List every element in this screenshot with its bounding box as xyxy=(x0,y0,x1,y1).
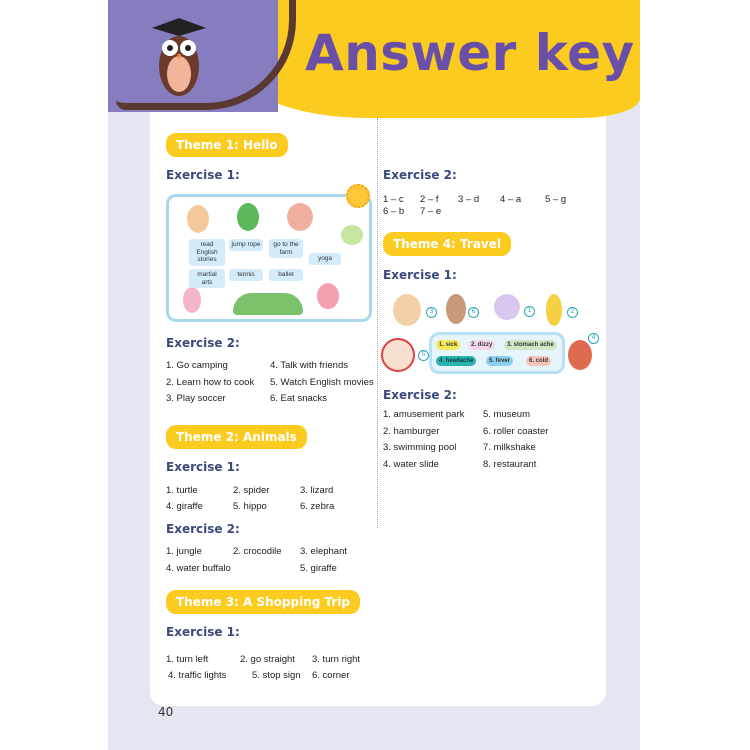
label-yoga: yoga xyxy=(309,253,341,265)
page-title: Answer key xyxy=(305,24,635,82)
dizzy-girl-image xyxy=(546,294,562,326)
page-number: 40 xyxy=(158,705,174,719)
column-divider xyxy=(377,118,378,528)
yoga-woman-image xyxy=(287,203,313,231)
answer-item: 4. Talk with friends xyxy=(270,360,348,371)
exercise-heading: Exercise 2: xyxy=(383,168,457,182)
theme-1-badge: Theme 1: Hello xyxy=(166,133,288,157)
pill-sick: 1. sick xyxy=(436,340,460,350)
answer-item: 5. museum xyxy=(483,409,530,420)
exercise-heading: Exercise 2: xyxy=(166,336,240,350)
exercise-heading: Exercise 1: xyxy=(166,625,240,639)
sun-icon xyxy=(346,184,370,208)
answer-item: 4. giraffe xyxy=(166,501,203,512)
answer-item: 6. roller coaster xyxy=(483,426,549,437)
pill-cold: 6. cold xyxy=(526,356,551,366)
exercise-heading: Exercise 2: xyxy=(166,522,240,536)
owl-mascot-icon xyxy=(150,14,208,100)
answer-item: 6 – b xyxy=(383,206,405,217)
exercise-heading: Exercise 1: xyxy=(383,268,457,282)
cold-woman-image xyxy=(446,294,466,324)
answer-item: 2. Learn how to cook xyxy=(166,377,255,388)
answer-item: 2. crocodile xyxy=(233,546,282,557)
farm-image xyxy=(233,293,303,315)
tennis-kids-image xyxy=(341,225,363,245)
answer-item: 4. water slide xyxy=(383,459,439,470)
label-read-english-stories: read English stories xyxy=(189,239,225,266)
answer-item: 1. turtle xyxy=(166,485,198,496)
label-tennis: tennis xyxy=(229,269,263,281)
answer-item: 4. water buffalo xyxy=(166,563,231,574)
symptoms-box xyxy=(429,332,565,374)
label-jump-rope: jump rope xyxy=(229,239,263,251)
answer-item: 6. Eat snacks xyxy=(270,393,328,404)
answer-item: 1. amusement park xyxy=(383,409,465,420)
answer-item: 1 – c xyxy=(383,194,404,205)
pill-stomach-ache: 3. stomach ache xyxy=(504,340,557,350)
answer-item: 5. Watch English movies xyxy=(270,377,374,388)
theme-3-badge: Theme 3: A Shopping Trip xyxy=(166,590,360,614)
number-badge: 5 xyxy=(418,350,429,361)
headache-woman-image xyxy=(568,340,592,370)
answer-item: 3. elephant xyxy=(300,546,348,557)
answer-item: 3. swimming pool xyxy=(383,442,457,453)
matching-illustration xyxy=(166,194,372,322)
answer-item: 1. Go camping xyxy=(166,360,228,371)
label-go-to-the-farm: go to the farm xyxy=(269,239,303,258)
number-badge: 1 xyxy=(524,306,535,317)
pill-headache: 4. headache xyxy=(436,356,476,366)
answer-item: 4 – a xyxy=(500,194,522,205)
number-badge: 4 xyxy=(588,333,599,344)
answer-item: 3. turn right xyxy=(312,654,361,665)
answer-item: 1. turn left xyxy=(166,654,209,665)
answer-item: 5. stop sign xyxy=(252,670,301,681)
answer-item: 2. spider xyxy=(233,485,270,496)
ballet-girl-image xyxy=(183,287,201,313)
theme-4-badge: Theme 4: Travel xyxy=(383,232,511,256)
answer-item: 6. zebra xyxy=(300,501,335,512)
answer-item: 7. milkshake xyxy=(483,442,536,453)
reading-kid-image xyxy=(237,203,259,231)
fever-kid-image xyxy=(381,338,415,372)
answer-item: 4. traffic lights xyxy=(168,670,227,681)
answer-item: 5. giraffe xyxy=(300,563,337,574)
answer-item: 3. lizard xyxy=(300,485,334,496)
exercise-heading: Exercise 2: xyxy=(383,388,457,402)
answer-item: 6. corner xyxy=(312,670,350,681)
number-badge: 2 xyxy=(567,307,578,318)
martial-arts-kid-image xyxy=(187,205,209,233)
number-badge: 6 xyxy=(468,307,479,318)
answer-item: 3. Play soccer xyxy=(166,393,226,404)
jump-rope-girl-image xyxy=(317,283,339,309)
number-badge: 3 xyxy=(426,307,437,318)
label-ballet: ballet xyxy=(269,269,303,281)
answer-item: 2 – f xyxy=(420,194,439,205)
answer-item: 3 – d xyxy=(458,194,480,205)
answer-item: 8. restaurant xyxy=(483,459,537,470)
label-martial-arts: martial arts xyxy=(189,269,225,288)
stomach-ache-kid-image xyxy=(393,294,421,326)
answer-item: 2. hamburger xyxy=(383,426,440,437)
answer-item: 5 – g xyxy=(545,194,567,205)
pill-fever: 5. fever xyxy=(486,356,513,366)
answer-item: 1. jungle xyxy=(166,546,202,557)
pill-dizzy: 2. dizzy xyxy=(468,340,495,350)
answer-item: 5. hippo xyxy=(233,501,267,512)
theme-2-badge: Theme 2: Animals xyxy=(166,425,307,449)
sick-girl-image xyxy=(494,294,520,320)
exercise-heading: Exercise 1: xyxy=(166,460,240,474)
answer-item: 7 – e xyxy=(420,206,442,217)
exercise-heading: Exercise 1: xyxy=(166,168,240,182)
answer-item: 2. go straight xyxy=(240,654,295,665)
